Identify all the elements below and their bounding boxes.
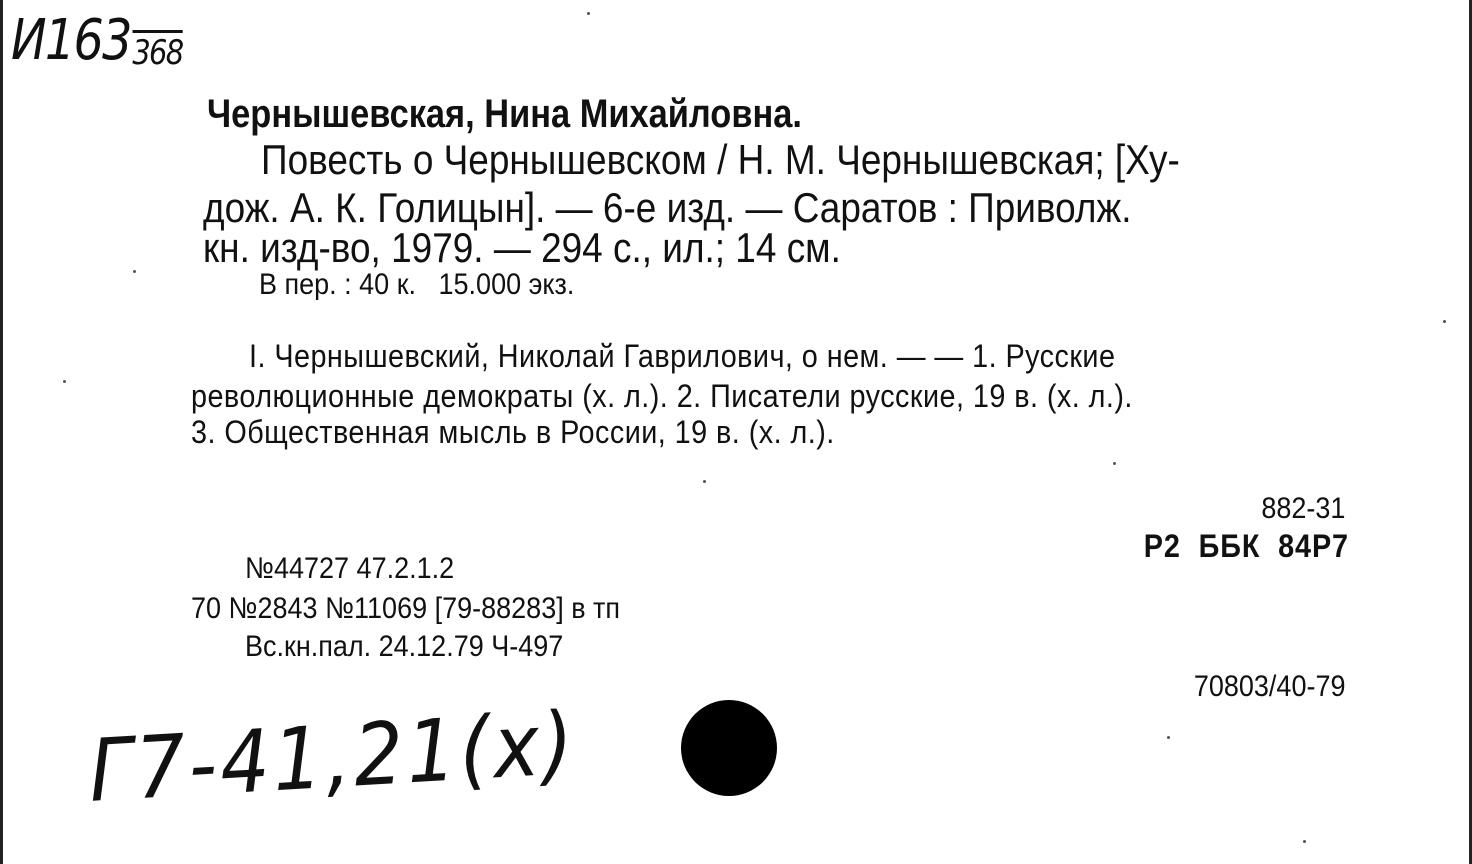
- dust-speck: [703, 480, 706, 483]
- subject-line-3: 3. Общественная мысль в России, 19 в. (х. л.).: [191, 414, 835, 450]
- card-punch-hole: [681, 700, 777, 796]
- description-line-3: кн. изд-во, 1979. — 294 с., ил.; 14 см.: [203, 224, 841, 271]
- bbk-index: Р2 ББК 84Р7: [1143, 528, 1349, 564]
- dust-speck: [1113, 462, 1116, 465]
- dust-speck: [133, 270, 136, 273]
- dust-speck: [1167, 736, 1170, 739]
- handwritten-shelfmark-sub: 368: [132, 30, 182, 73]
- author-heading: Чернышевская, Нина Михайловна.: [207, 92, 802, 136]
- dust-speck: [1443, 320, 1446, 323]
- udc-index: 882-31: [1260, 492, 1345, 525]
- handwritten-shelfmark-top: И163368: [11, 8, 183, 73]
- description-line-2: дож. А. К. Голицын]. — 6-е изд. — Саратов : Приволж.: [203, 184, 1132, 231]
- dust-speck: [63, 380, 66, 383]
- imprint-line-1: №44727 47.2.1.2: [245, 552, 455, 585]
- handwritten-shelfmark-bottom: Г7-41,21(х): [87, 693, 579, 822]
- dust-speck: [1303, 840, 1306, 843]
- description-line-1: Повесть о Чернышевском / Н. М. Чернышевская; [Ху-: [261, 136, 1180, 183]
- price-circulation-line: В пер. : 40 к. 15.000 экз.: [259, 268, 575, 301]
- imprint-line-2: 70 №2843 №11069 [79-88283] в тп: [191, 592, 621, 625]
- subject-line-2: революционные демократы (х. л.). 2. Писатели русские, 19 в. (х. л.).: [191, 378, 1133, 414]
- dust-speck: [587, 12, 590, 15]
- card-code: 70803/40-79: [1193, 670, 1345, 703]
- imprint-line-3: Вс.кн.пал. 24.12.79 Ч-497: [245, 630, 564, 663]
- subject-line-1: I. Чернышевский, Николай Гаврилович, о нем. — — 1. Русские: [249, 338, 1116, 374]
